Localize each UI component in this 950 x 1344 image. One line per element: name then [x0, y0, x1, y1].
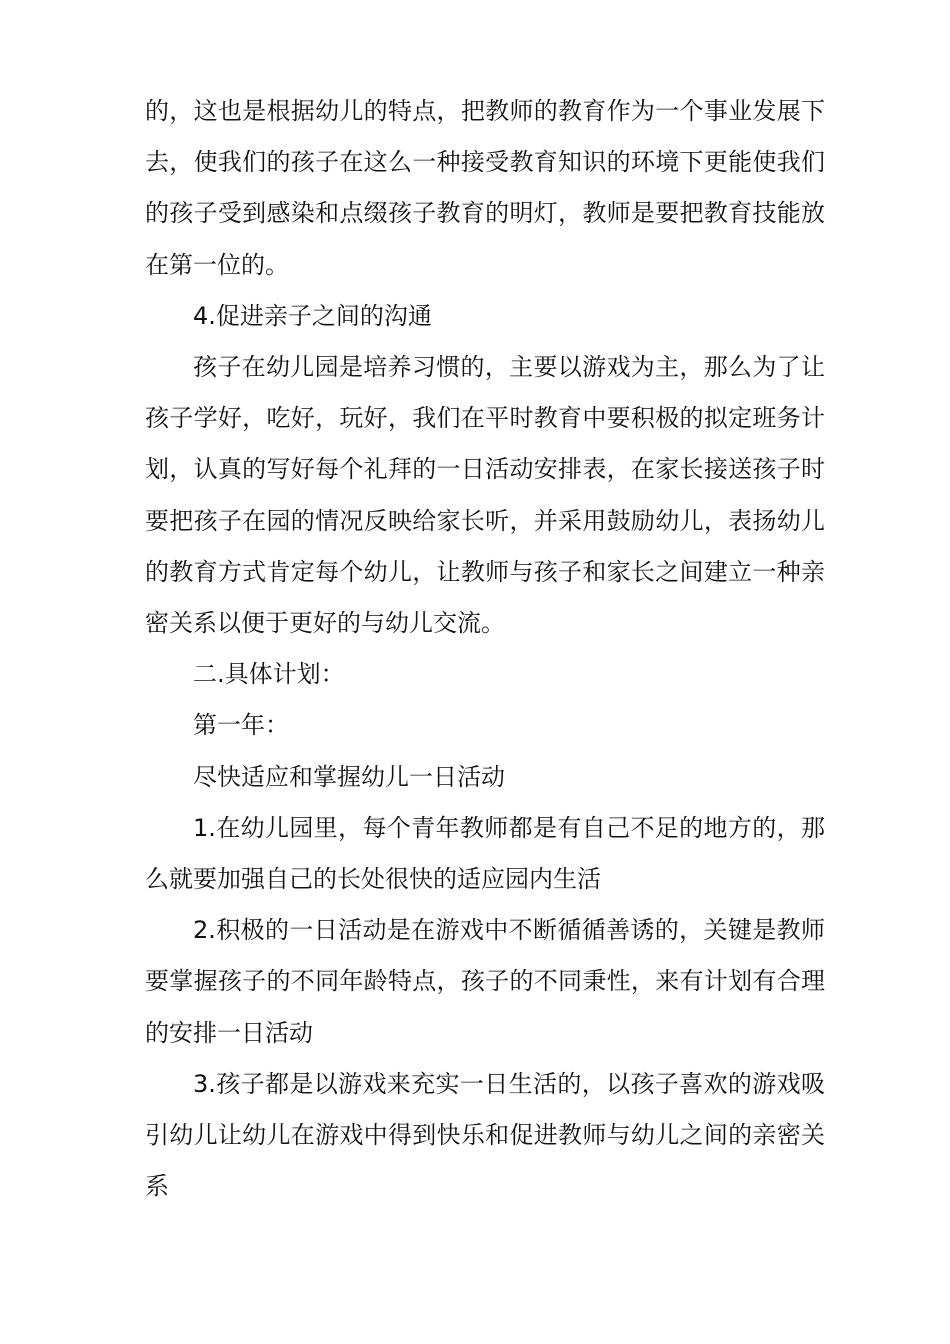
list-item-1: 1.在幼儿园里，每个青年教师都是有自己不足的地方的，那么就要加强自己的长处很快的适应园内生活 [145, 813, 825, 894]
list-item-3: 3.孩子都是以游戏来充实一日生活的，以孩子喜欢的游戏吸引幼儿让幼儿在游戏中得到快乐和促进教师与幼儿之间的亲密关系 [145, 1069, 825, 1201]
heading-parent-child-communication: 4.促进亲子之间的沟通 [193, 301, 432, 330]
heading-specific-plan: 二.具体计划： [193, 660, 345, 689]
paragraph-continuation: 的，这也是根据幼儿的特点，把教师的教育作为一个事业发展下去，使我们的孩子在这么一种接受教育知识的环境下更能使我们的孩子受到感染和点缀孩子教育的明灯，教师是要把教育技能放在第一位的。 [145, 97, 825, 279]
heading-first-year: 第一年： [193, 711, 289, 740]
document-body [145, 86, 825, 1212]
paragraph-habits: 孩子在幼儿园是培养习惯的，主要以游戏为主，那么为了让孩子学好，吃好，玩好，我们在平时教育中要积极的拟定班务计划，认真的写好每个礼拜的一日活动安排表，在家长接送孩子时要把孩子在园的情况反映给家长听，并采用鼓励幼儿，表扬幼儿的教育方式肯定每个幼儿，让教师与孩子和家长之间建立一种亲密关系以便于更好的与幼儿交流。 [145, 353, 825, 638]
subheading-adapt: 尽快适应和掌握幼儿一日活动 [193, 762, 505, 791]
list-item-2: 2.积极的一日活动是在游戏中不断循循善诱的，关键是教师要掌握孩子的不同年龄特点，孩子的不同秉性，来有计划有合理的安排一日活动 [145, 916, 825, 1047]
